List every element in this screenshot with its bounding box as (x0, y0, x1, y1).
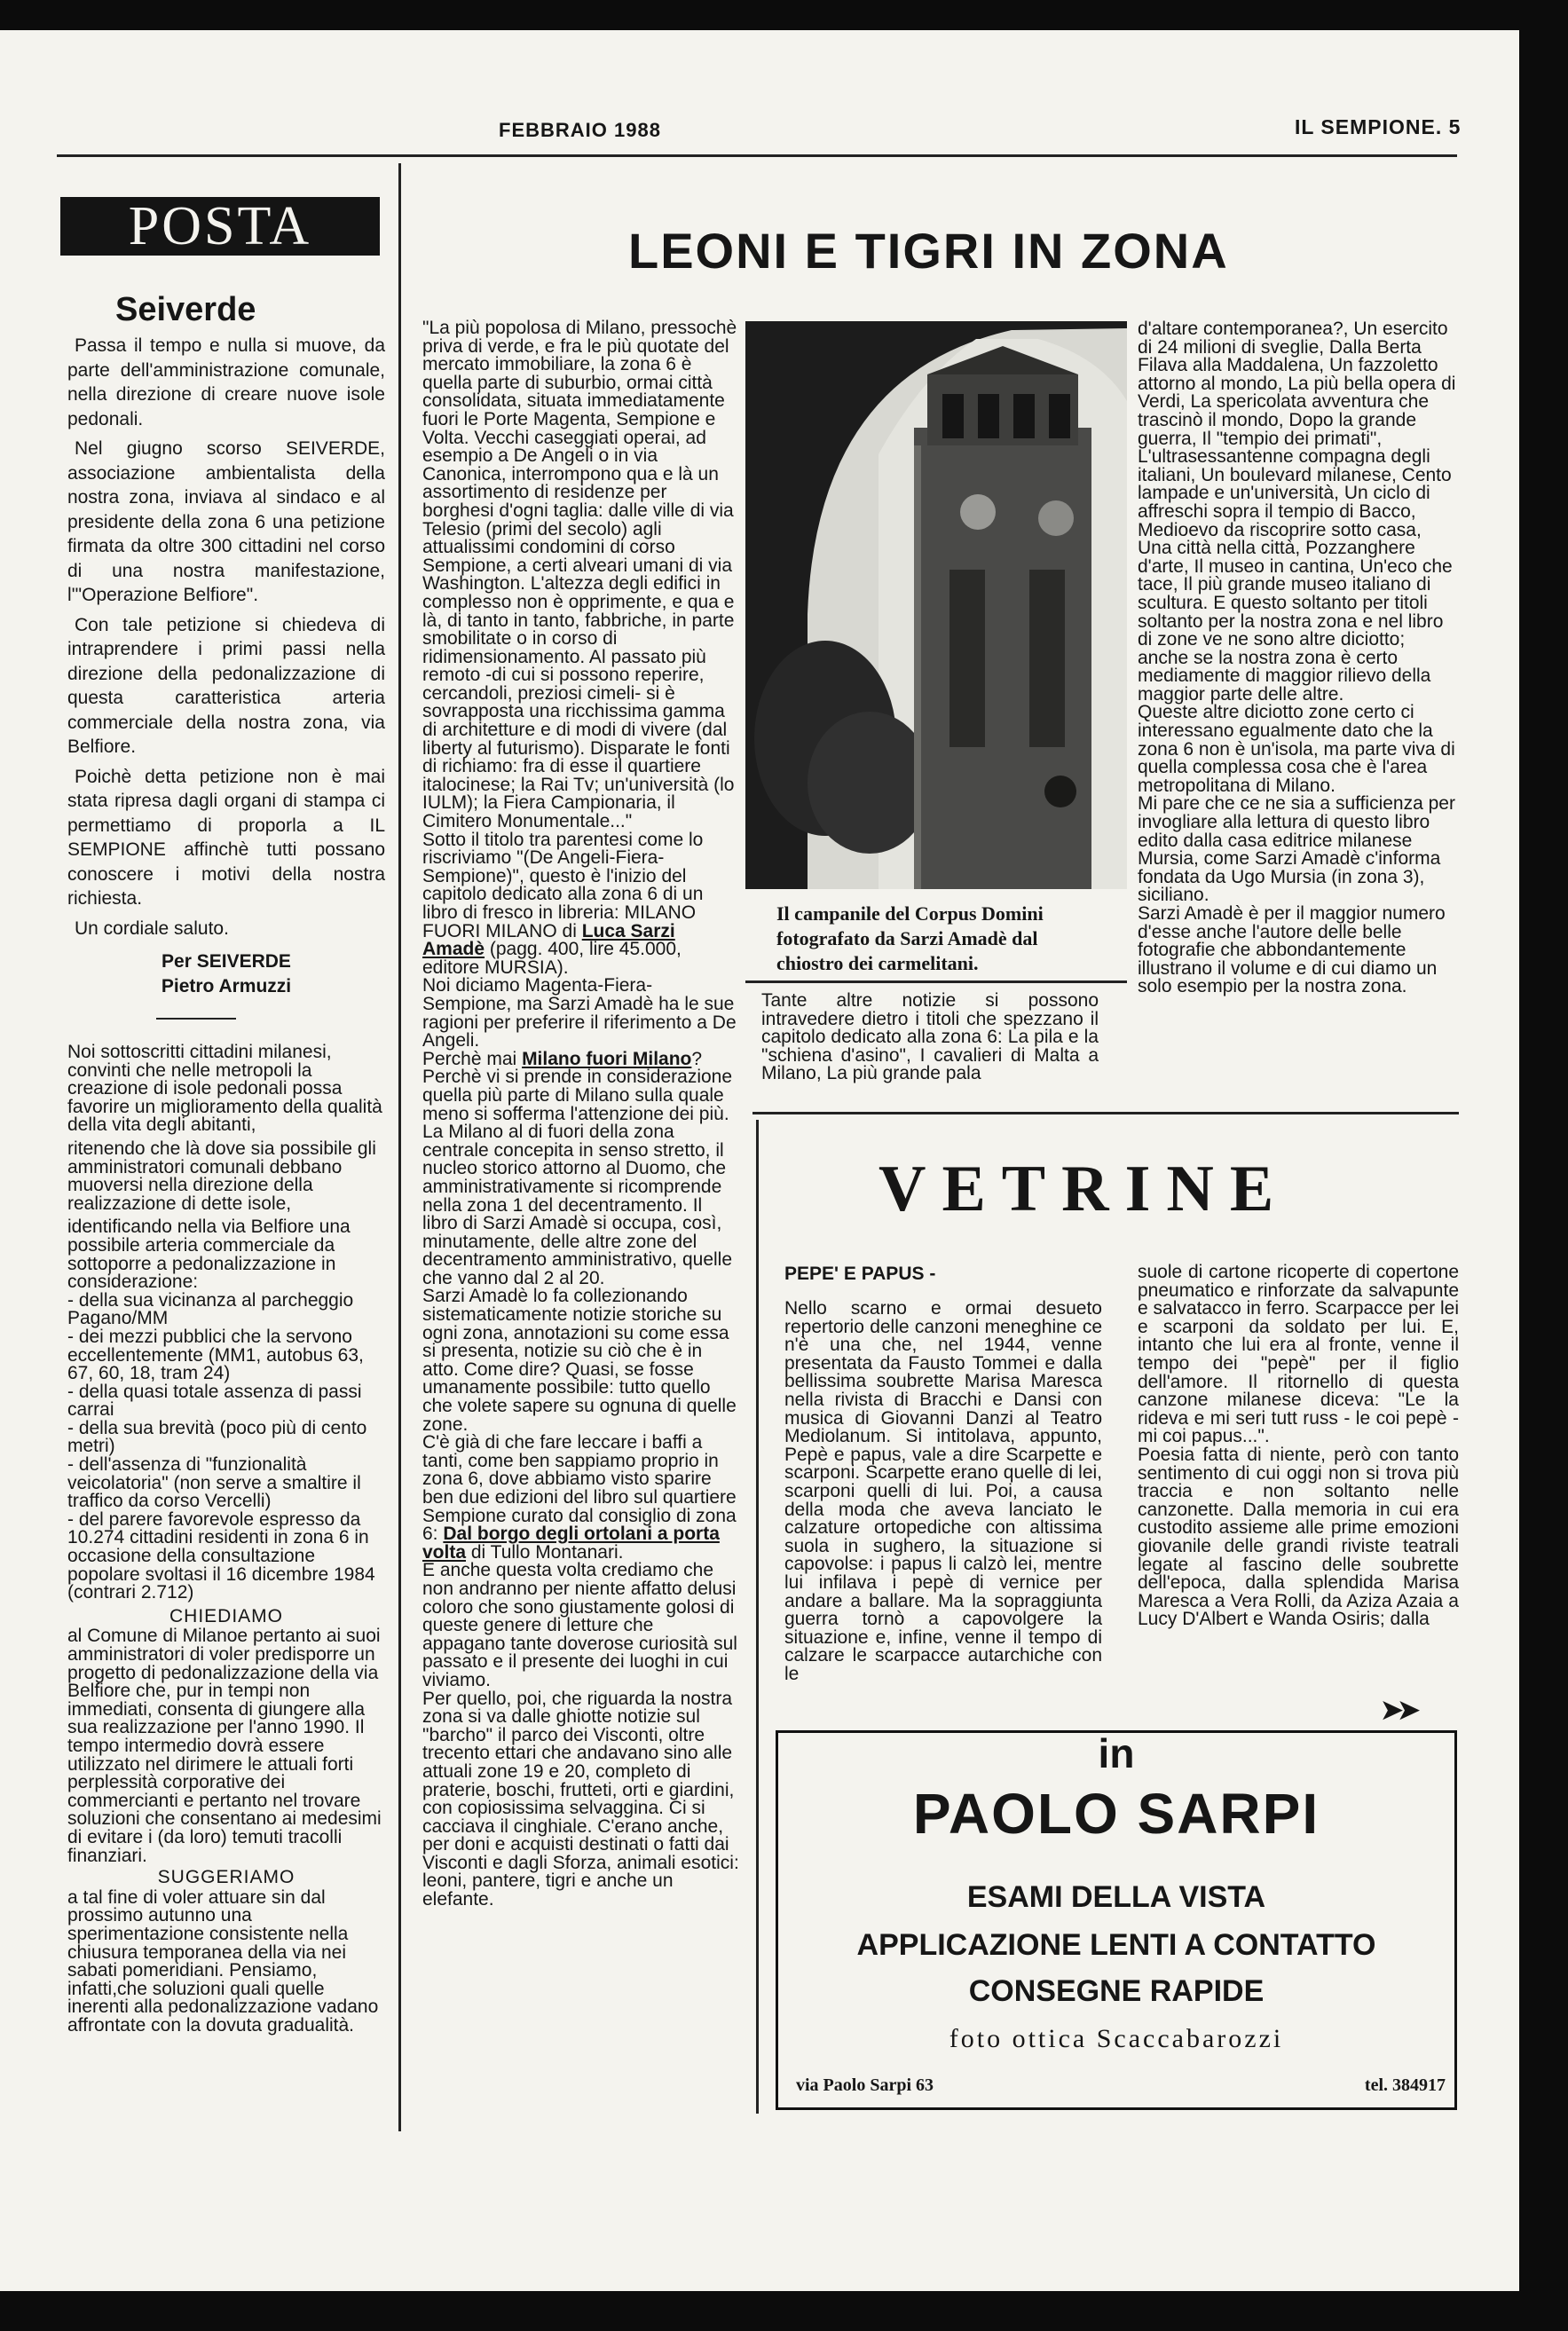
article-text: Perchè mai (422, 1048, 517, 1069)
bell-tower-illustration (745, 321, 1127, 889)
short-rule (156, 1018, 236, 1020)
article-column-3 (1138, 320, 1459, 996)
article-headline: LEONI E TIGRI IN ZONA (628, 223, 1229, 279)
petition-line: Noi sottoscritti cittadini milanesi, convinti che nelle metropoli la creazione di isole pedonali possa favorire un miglioramento della qualità della vita degli abitanti, (67, 1042, 382, 1136)
vetrine-headline: VETRINE (879, 1153, 1290, 1225)
chiediamo-heading: CHIEDIAMO (169, 1605, 283, 1626)
book-title: Milano fuori Milano (522, 1048, 692, 1069)
article-column-2: Tante altre notizie si possono intravedere dietro i titoli che spezzano il capitolo dedicato alla zona 6: La pila e la "schiena d'asino", I cavalieri di Malta a Milano, La più grande pala (761, 990, 1099, 1084)
photo-caption: Il campanile del Corpus Domini fotografato da Sarzi Amadè dal chiostro dei carmelitani. (776, 902, 1044, 974)
section-rule (752, 1112, 1459, 1114)
article-paragraph: Sarzi Amadè è per il maggior numero d'esse anche l'autore delle belle fotografie che abbondantemente illustrano il volume e di cui diamo un solo esempio per la nostra zona. (1138, 903, 1446, 997)
issue-date: FEBBRAIO 1988 (499, 119, 661, 141)
earlier-book-title: Dal borgo degli ortolani a porta volta (422, 1524, 720, 1563)
article-paragraph: Per quello, poi, che riguarda la nostra zona si va dalle ghiotte notizie sul "barcho" il parco dei Visconti, oltre trecento ettari che andavano sino alle attuali zone 19 e 20, completo di praterie, boschi, frutteti, orti e giardini, con copiosissima selvaggina. Ci si cacciava il cinghiale. C'erano anche, per doni e acquisti destinati o fatti dai Visconti e dagli Sforza, animali esotici: leoni, pantere, tigri e anche un elefante. (422, 1688, 739, 1910)
ad-service-1: ESAMI DELLA VISTA (966, 1880, 1266, 1914)
article-text: ? Perchè vi si prende in considerazione quella più parte di Milano sulla quale meno si sofferma l'attenzione dei più. La Milano al di fuori della zona centrale concepita in senso stretto, il nucleo storico attorno al Duomo, che amministrativamente si ricomprende nella zona 1 del decentramento. Il libro di Sarzi Amadè si occupa, così, minutamente, delle altre zone del decentramento amministrativo, quelle che vanno dal 2 al 20. (422, 1048, 733, 1288)
article-text: Sotto il titolo tra parentesi come lo riscriviamo "(De Angeli-Fiera-Sempione)", questo è l'inizio del capitolo dedicato alla zona 6 di un libro di fresco in libreria: MILANO FUORI MILANO di (422, 829, 704, 941)
vetrine-column-2 (1138, 1264, 1459, 1629)
suggeriamo-text: a tal fine di voler attuare sin dal prossimo autunno una sperimentazione consistente nella chiusura temporanea della via nei sabati pomeridiani. Pensiamo, infatti,che soluzioni quali quelle inerenti alla pedonalizzazione vadano affrontate con la dovuta gradualità. (67, 1886, 379, 2036)
petition-line: - della quasi totale assenza di passi carrai (67, 1381, 362, 1421)
vetrine-column-1: Nello scarno e ormai desueto repertorio delle canzoni meneghine ce n'è una che, nel 1944, venne presentata da Fausto Tommei e dalla bellissima soubrette Marisa Maresca nella rivista di Bracchi e Dansi con musica di Giovanni Danzi al Teatro Mediolanum. Si intitolava, appunto, Pepè e papus, vale a dire Scarpette e scarponi. Scarpette erano quelle di lei, scarponi quelli di lui. Poi, a causa della moda che aveva lanciato le calzature ortopediche con altissima suola in sughero, la situazione si capovolse: i papus li calzò lei, mentre lui infilava i pepè di vernice per andare a ballare. Ma la sopraggiunta guerra tornò a capovolgere la situazione e, infine, venne il tempo di calzare le scarpacce autarchiche con le (784, 1298, 1102, 1684)
ad-service-2: APPLICAZIONE LENTI A CONTATTO (856, 1928, 1376, 1962)
signature-org: Per SEIVERDE (162, 951, 291, 972)
optician-advertisement (776, 1730, 1457, 2110)
article-paragraph (422, 1434, 740, 1562)
article-paragraph: "La più popolosa di Milano, pressochè priva di verde, e fra le più quotate del mercato immobiliare, la zona 6 è quella parte di suburbio, ormai città consolidata, situata immediatamente fuori le Porte Magenta, Sempione e Volta. Vecchi caseggiati operai, ad esempio a De Angeli o in via Canonica, interrompono qua e là un assortimento di residenze per borghesi d'ogni taglia: dalle ville di via Telesio (primi del secolo) agli attualissimi condomini di corso Sempione, a certi alveari umani di via Washington. L'altezza degli edifici in complesso non è opprimente, e qua e là, di tanto in tanto, fabbriche, in parte smobilitate o in corso di ridimensionamento. Al passato più remoto -di cui si possono reperire, cercandoli, preziosi cimeli- si è sovrapposta una ricchissima gamma di architetture e di modi di vivere (dal liberty al futurismo). Disparate le fonti di richiamo: fra di esse il quartiere italocinese; la Rai Tv; un'università (lo IULM); la Fiera Campionaria, il Cimitero Monumentale..." (422, 318, 737, 832)
letter-title: Seiverde (115, 291, 256, 328)
letter-paragraph: Con tale petizione si chiedeva di intraprendere i primi passi nella direzione della pedonalizzazione di questa caratteristica arteria commerciale della nostra zona, via Belfiore. (67, 614, 385, 757)
ad-street-name: PAOLO SARPI (912, 1782, 1320, 1846)
newspaper-name: IL SEMPIONE. 5 (1295, 115, 1462, 138)
chiediamo-text: al Comune di Milanoe pertanto ai suoi amministratori di voler predisporre un progetto di pedonalizzazione della via Belfiore che, pur in tempi non immediati, consenta di giungere alla sua realizzazione per l'anno 1990. Il tempo intermedio dovrà essere utilizzato nel dirimere le attuali forti perplessità corporative dei commercianti e pertanto nel trovare soluzioni che consentano ai medesimi di evitare i (da loro) temuti tracolli finanziari. (67, 1626, 382, 1866)
suggeriamo-heading: SUGGERIAMO (157, 1867, 295, 1888)
letter-body (67, 334, 385, 1041)
article-text: C'è già di che fare leccare i baffi a tanti, come ben sappiamo proprio in zona 6, dove abbiamo visto sparire ben due edizioni del libro sul quartiere Sempione curato dal consiglio di zona 6: (422, 1432, 737, 1545)
letter-paragraph: Passa il tempo e nulla si muove, da parte dell'amministrazione comunale, nella direzione di creare nuove isole pedonali. (67, 335, 385, 429)
article-column-1 (422, 319, 740, 1910)
article-paragraph: Mi pare che ce ne sia a sufficienza per invogliare alla lettura di questo libro edito dalla casa editrice milanese Mursia, come Sarzi Amadè c'informa fondata da Ugo Mursia (in zona 3), siciliano. (1138, 793, 1455, 906)
vetrine-subtitle: PEPE' E PAPUS - (784, 1264, 936, 1284)
header-rule (57, 154, 1457, 157)
article-text: (pagg. 400, lire 45.000, editore MURSIA). (422, 939, 682, 978)
petition-line: ritenendo che là dove sia possibile gli amministratori comunali debbano muoversi nella direzione della realizzazione di dette isole, (67, 1138, 376, 1214)
article-paragraph (422, 831, 740, 978)
petition-body (67, 1043, 385, 2040)
letter-paragraph: Nel giugno scorso SEIVERDE, associazione ambientalista della nostra zona, inviava al sindaco e al presidente della zona 6 una petizione firmata da oltre 300 cittadini nel corso di una nostra manifestazione, l'"Operazione Belfiore". (67, 438, 385, 605)
bell-tower-photo (745, 321, 1127, 889)
petition-line: identificando nella via Belfiore una possibile arteria commerciale da sottoporre a pedonalizzazione in considerazione: (67, 1217, 351, 1293)
caption-rule (745, 980, 1127, 983)
petition-line: - dei mezzi pubblici che la servono eccellentemente (MM1, autobus 63, 67, 60, 18, tram 24) (67, 1326, 364, 1384)
ad-address: via Paolo Sarpi 63 (796, 2075, 934, 2095)
article-paragraph: d'altare contemporanea?, Un esercito di 24 milioni di sveglie, Dalla Berta Filava alla Maddalena, Un fazzoletto attorno al mondo, La più bella opera di Verdi, La spericolata avventura che trascinò il mondo, Dopo la grande guerra, Il "tempio dei primati", L'ultrasessantenne compagna degli italiani, Un boulevard milanese, Cento lampade e un'università, Un ciclo di affreschi sopra il tempio di Bacco, Medioevo da riscoprire sotto casa, Una città nella città, Pozzanghere d'arte, Il museo in cantina, Un'eco che tace, Il più grande museo italiano di scultura. E questo soltanto per titoli soltanto per la nostra zona e nel libro di zone ve ne sono altre diciotto; anche se la nostra zona è certo mediamente di maggior rilievo della maggior parte delle altre. (1138, 319, 1456, 705)
column-divider (398, 163, 401, 2131)
posta-label: POSTA (60, 197, 380, 256)
petition-line: - del parere favorevole espresso da 10.274 cittadini residenti in zona 6 in occasione della consultazione popolare svoltasi il 16 dicembre 1984 (contrari 2.712) (67, 1508, 375, 1603)
letter-paragraph: Un cordiale saluto. (75, 917, 229, 939)
ad-in-word: in (1098, 1730, 1135, 1776)
ad-shop-name: foto ottica Scaccabarozzi (949, 2024, 1284, 2053)
article-text: di Tullo Montanari. (470, 1541, 624, 1563)
article-paragraph: Sarzi Amadè lo fa collezionando sistematicamente notizie storiche su ogni zona, annotazioni su come essa si presenta, notizie su ciò che è in atto. Come dire? Quasi, se fosse umanamente possibile: tutto quello che volete sapere su ognuna di quelle zone. (422, 1286, 737, 1435)
vetrine-divider (756, 1120, 759, 2114)
ad-phone: tel. 384917 (1364, 2075, 1446, 2095)
vetrine-paragraph: suole di cartone ricoperte di copertone pneumatico e rinforzate da salvapunte e salvatacco in ferro. Scarpacce per lei e scarponi da soldato per lui. E, intanto che lui era al fronte, venne il tempo dei "pepè" per il figlio dell'amore. Il ritornello di questa canzone milanese diceva: "Le la rideva e mi seri tutt russ - le coi pepè - mi coi papus...". (1138, 1262, 1459, 1447)
letter-paragraph: Poichè detta petizione non è mai stata ripresa dagli organi di stampa ci permettiamo di proporla a IL SEMPIONE affinchè tutti possano conoscere i motivi della nostra richiesta. (67, 766, 385, 909)
article-paragraph: Queste altre diciotto zone certo ci interessano egualmente dato che la zona 6 non è un'isola, ma parte viva di quella complessa cosa che è l'area metropolitana di Milano. (1138, 702, 1455, 796)
article-paragraph: Noi diciamo Magenta-Fiera-Sempione, ma Sarzi Amadè ha le sue ragioni per preferire il riferimento a De Angeli. (422, 975, 737, 1051)
petition-line: - della sua vicinanza al parcheggio Pagano/MM (67, 1289, 354, 1329)
petition-line: - della sua brevità (poco più di cento metri) (67, 1417, 367, 1457)
signature-name: Pietro Armuzzi (161, 975, 292, 996)
article-paragraph (422, 1048, 740, 1288)
ad-service-3: CONSEGNE RAPIDE (968, 1974, 1265, 2008)
book-author: Luca Sarzi Amadè (422, 920, 675, 960)
article-paragraph: E anche questa volta crediamo che non andranno per niente affatto delusi coloro che sono giustamente golosi di queste genere di letture che appagano tante doverose curiosità sul passato e il presente dei luoghi in cui viviamo. (422, 1560, 737, 1690)
petition-line: - dell'assenza di "funzionalità veicolatoria" (non serve a smaltire il traffico da corso Vercelli) (67, 1454, 361, 1512)
continued-arrow-icon: ➤➤ (1381, 1696, 1415, 1725)
vetrine-paragraph: Poesia fatta di niente, però con tanto sentimento di cui oggi non si trova più traccia e non soltanto nelle canzonette. Dalla memoria in cui era custodito assieme alle prime emozioni giovanile delle grandi riviste teatrali legate al fascino delle soubrette dell'epoca, dalla splendida Marisa Maresca a Vera Rolli, da Aziza Azaia a Lucy D'Albert e Wanda Osiris; dalla (1138, 1444, 1459, 1630)
